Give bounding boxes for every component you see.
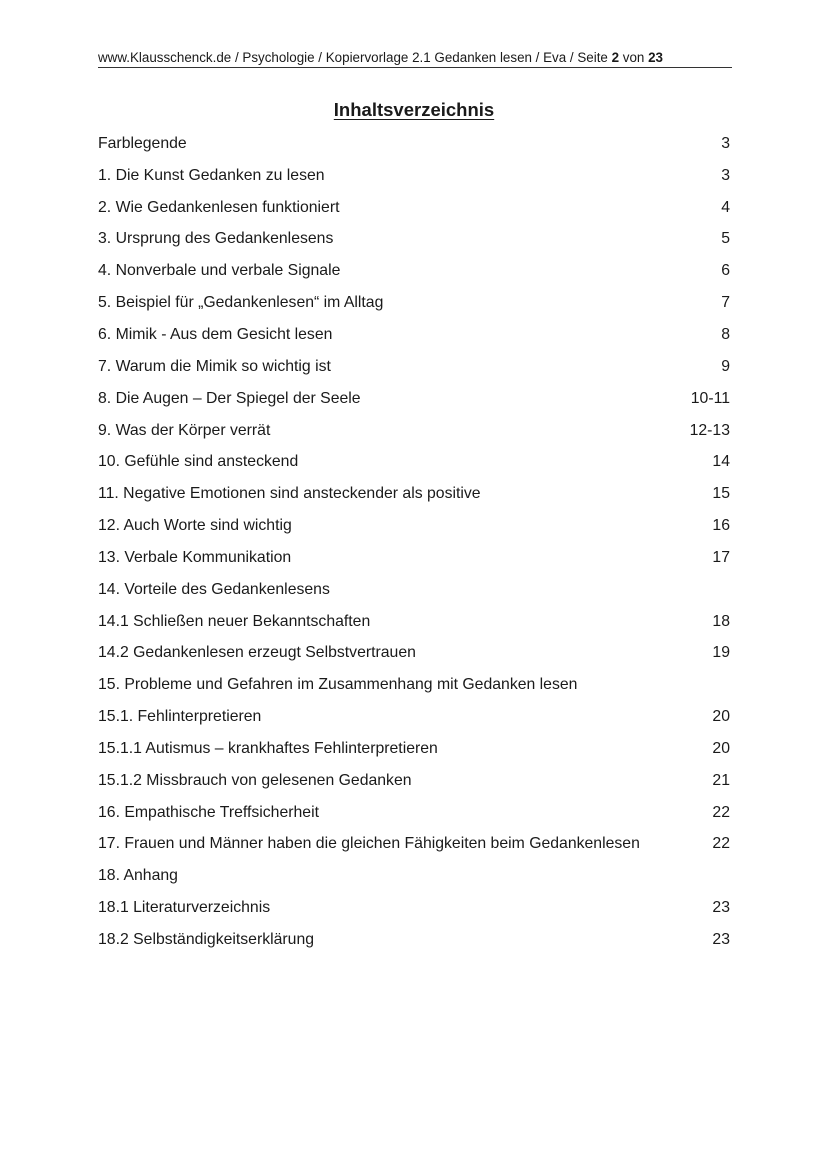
- table-of-contents: [98, 128, 732, 956]
- toc-entry-page: 4: [721, 198, 730, 216]
- toc-entry: [98, 192, 732, 224]
- header-page-total: 23: [648, 50, 663, 65]
- toc-entry: [98, 669, 732, 701]
- header-page-current: 2: [611, 50, 620, 65]
- toc-entry-page: 3: [721, 166, 730, 184]
- page-title: Inhaltsverzeichnis: [333, 99, 495, 120]
- toc-entry: [98, 924, 732, 956]
- toc-entry-title: 1. Die Kunst Gedanken zu lesen: [98, 166, 325, 184]
- toc-entry-page: 22: [712, 835, 730, 853]
- toc-entry-page: 7: [721, 294, 730, 312]
- toc-entry-page: 15: [712, 485, 730, 503]
- toc-entry: [98, 224, 732, 256]
- toc-entry-title: 14.2 Gedankenlesen erzeugt Selbstvertrauen: [98, 644, 416, 662]
- toc-entry-page: 3: [721, 134, 730, 152]
- toc-entry-page: 14: [712, 453, 730, 471]
- toc-entry-title: 15.1.1 Autismus – krankhaftes Fehlinterpretieren: [98, 739, 438, 757]
- header-of-text: von: [619, 50, 649, 65]
- toc-entry: [98, 510, 732, 542]
- toc-entry-title: 2. Wie Gedankenlesen funktioniert: [98, 198, 340, 216]
- toc-entry-title: 5. Beispiel für „Gedankenlesen“ im Alltag: [98, 294, 384, 312]
- page-header: [98, 49, 732, 68]
- toc-entry-title: 16. Empathische Treffsicherheit: [98, 803, 319, 821]
- toc-entry: [98, 255, 732, 287]
- toc-entry-page: 17: [712, 548, 730, 566]
- toc-entry-page: 20: [712, 708, 730, 726]
- toc-entry: [98, 542, 732, 574]
- toc-entry-page: 20: [712, 739, 730, 757]
- toc-entry-page: 18: [712, 612, 730, 630]
- toc-entry-title: 18. Anhang: [98, 867, 178, 885]
- toc-entry-title: 18.2 Selbständigkeitserklärung: [98, 931, 315, 949]
- toc-entry: [98, 606, 732, 638]
- toc-entry-page: 6: [721, 262, 730, 280]
- toc-entry-title: 18.1 Literaturverzeichnis: [98, 899, 271, 917]
- toc-entry-title: 7. Warum die Mimik so wichtig ist: [98, 357, 331, 375]
- toc-entry-page: 19: [712, 644, 730, 662]
- toc-entry-page: 21: [712, 771, 730, 789]
- toc-entry: [98, 574, 732, 606]
- toc-entry-title: 10. Gefühle sind ansteckend: [98, 453, 299, 471]
- toc-entry-title: Farblegende: [98, 134, 187, 152]
- toc-entry-title: 6. Mimik - Aus dem Gesicht lesen: [98, 325, 333, 343]
- toc-entry-page: 16: [712, 517, 730, 535]
- toc-entry: [98, 319, 732, 351]
- toc-entry: [98, 383, 732, 415]
- toc-entry-title: 15.1. Fehlinterpretieren: [98, 708, 262, 726]
- toc-entry-page: 22: [712, 803, 730, 821]
- toc-entry-title: 15.1.2 Missbrauch von gelesenen Gedanken: [98, 771, 412, 789]
- toc-entry-title: 14. Vorteile des Gedankenlesens: [98, 580, 330, 598]
- toc-entry: [98, 287, 732, 319]
- toc-entry-title: 4. Nonverbale und verbale Signale: [98, 262, 341, 280]
- toc-entry-title: 15. Probleme und Gefahren im Zusammenhang mit Gedanken lesen: [98, 676, 578, 694]
- toc-entry-page: 23: [712, 931, 730, 949]
- page-title-container: [0, 98, 828, 122]
- toc-entry: [98, 351, 732, 383]
- toc-entry-page: 8: [721, 325, 730, 343]
- toc-entry: [98, 892, 732, 924]
- toc-entry: [98, 701, 732, 733]
- toc-entry: [98, 860, 732, 892]
- toc-entry: [98, 478, 732, 510]
- toc-entry: [98, 733, 732, 765]
- toc-entry: [98, 797, 732, 829]
- toc-entry: [98, 446, 732, 478]
- toc-entry-title: 3. Ursprung des Gedankenlesens: [98, 230, 334, 248]
- toc-entry-page: 23: [712, 899, 730, 917]
- toc-entry: [98, 128, 732, 160]
- toc-entry: [98, 415, 732, 447]
- toc-entry-title: 12. Auch Worte sind wichtig: [98, 517, 292, 535]
- toc-entry-page: 5: [721, 230, 730, 248]
- toc-entry-title: 13. Verbale Kommunikation: [98, 548, 292, 566]
- toc-entry-title: 8. Die Augen – Der Spiegel der Seele: [98, 389, 361, 407]
- toc-entry-title: 17. Frauen und Männer haben die gleichen Fähigkeiten beim Gedankenlesen: [98, 835, 640, 853]
- toc-entry: [98, 765, 732, 797]
- toc-entry: [98, 638, 732, 670]
- toc-entry-title: 9. Was der Körper verrät: [98, 421, 271, 439]
- toc-entry-title: 14.1 Schließen neuer Bekanntschaften: [98, 612, 371, 630]
- toc-entry-title: 11. Negative Emotionen sind ansteckender als positive: [98, 485, 481, 503]
- header-text: www.Klausschenck.de / Psychologie / Kopiervorlage 2.1 Gedanken lesen / Eva / Seite: [98, 50, 612, 65]
- toc-entry: [98, 160, 732, 192]
- toc-entry-page: 9: [721, 357, 730, 375]
- toc-entry: [98, 829, 732, 861]
- toc-entry-page: 10-11: [690, 389, 730, 407]
- toc-entry-page: 12-13: [689, 421, 730, 439]
